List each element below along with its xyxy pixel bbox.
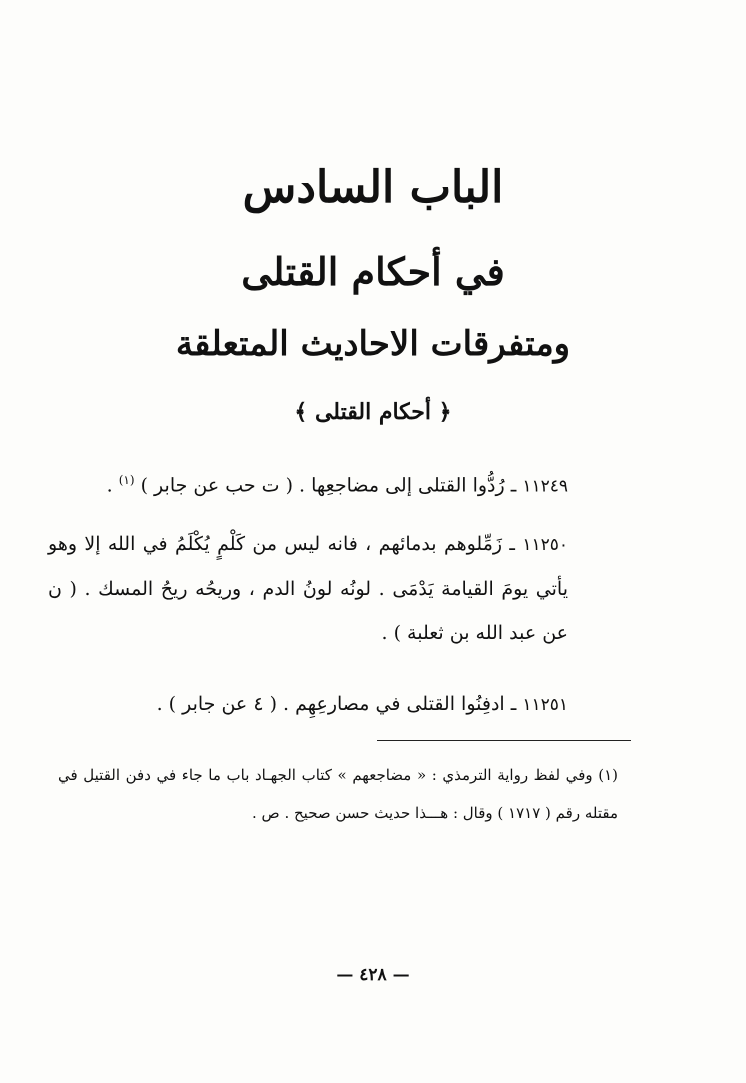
hadith-entry bbox=[107, 460, 568, 506]
hadith-number: ١١٢٤٩ bbox=[522, 476, 568, 497]
footnote-reference: (١) bbox=[118, 473, 135, 487]
page-number: — ٤٢٨ — bbox=[336, 965, 410, 985]
footnote: (١) وفي لفظ رواية الترمذي : « مضاجعهم » كتاب الجهـاد باب ما جاء في دفن القتيل في مقتله رقم ( ١٧١٧ ) وقال : هـــذا حديث حسن صحيح . ص . bbox=[58, 766, 618, 822]
section-heading: ﴿ أحكام القتلى ﴾ bbox=[294, 399, 452, 425]
hadith-number: ١١٢٥٠ bbox=[522, 535, 568, 555]
hadith-number: ١١٢٥١ bbox=[522, 695, 568, 715]
hadith-text: ـ زَمِّلوهم بدمائهم ، فانه ليس من كَلْمٍ يُكْلَمُ في الله إلا وهو يأتي يومَ القيامة يَدْمَى . لونُه لونُ الدم ، وريحُه ريحُ المسك . ( ن عن عبد الله بن ثعلبة ) . bbox=[48, 533, 568, 644]
footnote-divider bbox=[377, 740, 631, 741]
chapter-subtitle-line1: في أحكام القتلى bbox=[241, 249, 505, 294]
chapter-subtitle-line2: ومتفرقات الاحاديث المتعلقة bbox=[175, 324, 571, 364]
chapter-title: الباب السادس bbox=[242, 162, 504, 213]
hadith-entry bbox=[157, 684, 568, 725]
hadith-text: ـ ادفِنُوا القتلى في مصارعِهِم . ( ٤ عن جابر ) . bbox=[156, 693, 517, 715]
hadith-end-mark: . bbox=[106, 474, 119, 497]
hadith-entry bbox=[48, 522, 568, 655]
hadith-text: ـ رُدُّوا القتلى إلى مضاجعِها . ( ت حب عن جابر ) bbox=[140, 474, 517, 497]
